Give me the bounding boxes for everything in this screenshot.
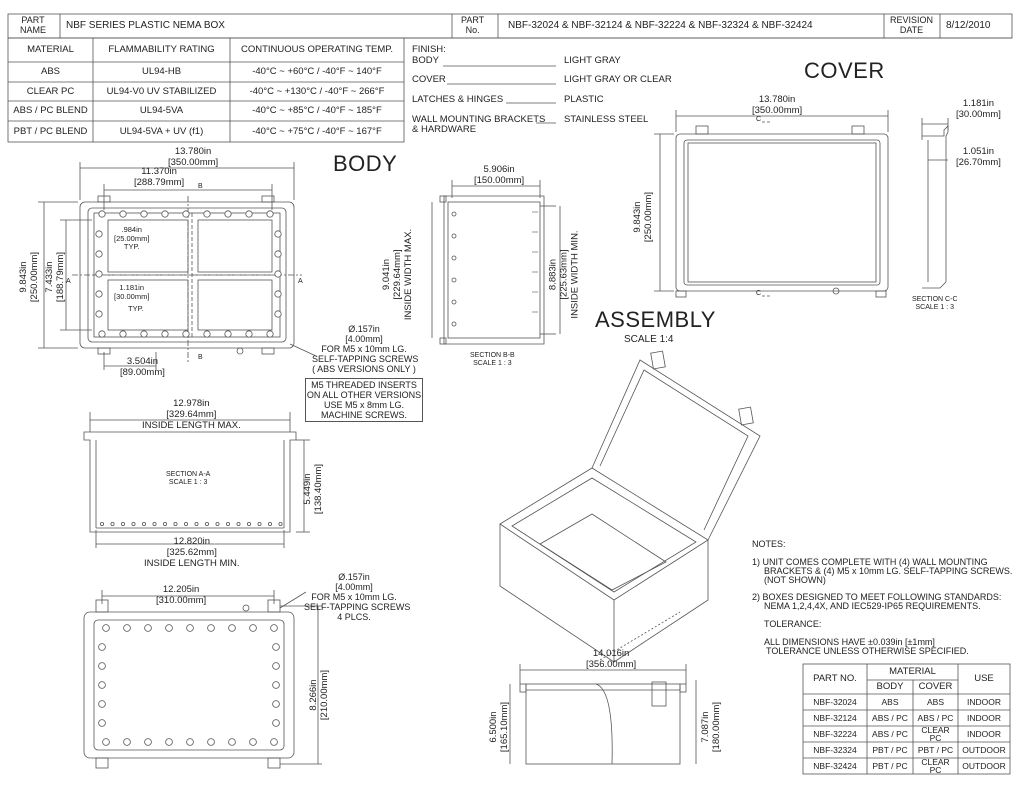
hole-note-2: SELF-TAPPING SCREWS xyxy=(312,354,419,364)
screw-hole xyxy=(99,682,106,689)
section-cc-label xyxy=(912,296,958,312)
dim-mm: [26.70mm] xyxy=(956,157,1001,168)
screw-hole xyxy=(174,522,177,525)
screw-hole xyxy=(208,739,215,746)
finish-label: LATCHES & HINGES xyxy=(412,94,504,105)
screw-hole xyxy=(166,739,173,746)
screw-hole xyxy=(96,311,102,317)
section-a-marker: A xyxy=(66,278,71,285)
screw-hole xyxy=(145,625,152,632)
len-min-dim xyxy=(144,536,240,569)
material-cell: -40°C ~ +85°C / -40°F ~ 185°F xyxy=(252,105,382,117)
screw-hole xyxy=(96,291,102,297)
screw-hole xyxy=(204,211,210,217)
dim-mm: [225.63mm] xyxy=(558,249,570,300)
dim-mm: [188.79mm] xyxy=(55,251,67,303)
insert-note-1: M5 THREADED INSERTS xyxy=(311,380,417,390)
screw-hole xyxy=(267,211,273,217)
screw-hole xyxy=(279,522,282,525)
asm-width-dim xyxy=(586,648,636,670)
parts-cell: ABS / PC xyxy=(872,728,908,739)
dim-in: 9.843in xyxy=(18,261,30,293)
screw-hole xyxy=(273,720,280,727)
dim-in: 7.087in xyxy=(700,711,712,743)
dim-in: 9.041in xyxy=(381,258,393,291)
screw-hole xyxy=(120,211,126,217)
screw-hole xyxy=(124,739,131,746)
insert-note-3: USE M5 x 8mm LG. xyxy=(323,400,404,410)
mount-hole-mm: [4.00mm] xyxy=(335,582,373,592)
dim-mm: [250.00mm] xyxy=(643,191,655,243)
insert-note-4: MACHINE SCREWS. xyxy=(320,410,407,420)
finish-value: LIGHT GRAY xyxy=(564,55,621,66)
material-cell: CLEAR PC xyxy=(26,85,75,97)
tolerance-a: ALL DIMENSIONS HAVE ±0.039in [±1mm] xyxy=(764,637,935,647)
dim-in: 6.500in xyxy=(488,711,500,743)
typ2-dim xyxy=(114,284,149,301)
material-header-2: CONTINUOUS OPERATING TEMP. xyxy=(240,44,394,56)
section-b-marker: B xyxy=(198,183,203,190)
finish-label: BODY xyxy=(412,55,439,66)
screw-hole xyxy=(229,625,236,632)
screw-hole xyxy=(145,739,152,746)
screw-hole xyxy=(183,331,189,337)
revision-label: REVISION DATE xyxy=(890,15,934,35)
screw-hole xyxy=(226,522,229,525)
screw-hole xyxy=(273,663,280,670)
hole-in: Ø.157in xyxy=(348,324,380,334)
material-cell: -40°C ~ +130°C / -40°F ~ 266°F xyxy=(249,85,385,97)
tolerance-title: TOLERANCE: xyxy=(764,619,822,629)
body-width-dim xyxy=(168,146,218,168)
section-bb-scale: SCALE 1 : 3 xyxy=(473,360,512,367)
note-2a: 2) BOXES DESIGNED TO MEET FOLLOWING STANDARDS: xyxy=(752,592,1002,602)
dim-mm: [329.64mm] xyxy=(166,409,217,420)
screw-hole xyxy=(452,322,456,326)
screw-hole xyxy=(258,522,261,525)
material-cell: ABS / PC BLEND xyxy=(13,105,88,117)
assembly-side-outline xyxy=(526,684,680,764)
screw-hole xyxy=(275,291,281,297)
cover-title: COVER xyxy=(804,58,885,83)
dim-mm: [138.40mm] xyxy=(313,463,325,515)
screw-hole xyxy=(183,211,189,217)
screw-hole xyxy=(124,625,131,632)
screw-hole xyxy=(204,331,210,337)
screw-hole xyxy=(99,211,105,217)
asm-h1-dim xyxy=(488,702,510,752)
section-aa-label xyxy=(166,471,210,487)
cover-side2-dim xyxy=(956,146,1001,168)
screw-hole xyxy=(452,212,456,216)
assembly-iso xyxy=(500,351,760,662)
material-cell: UL94-HB xyxy=(141,66,182,78)
screw-hole xyxy=(205,522,208,525)
screw-hole xyxy=(271,739,278,746)
screw-hole xyxy=(100,522,103,525)
side-width-dim xyxy=(474,164,524,186)
screw-hole xyxy=(250,625,257,632)
dim-in: 12.978in xyxy=(173,398,210,409)
parts-cell: INDOOR xyxy=(967,728,1001,739)
screw-hole xyxy=(111,522,114,525)
parts-cell: PBT / PC xyxy=(872,744,908,755)
note-1c: (NOT SHOWN) xyxy=(764,575,826,585)
hole-note-1: FOR M5 x 10mm LG. xyxy=(321,344,407,354)
hole-mm: [4.00mm] xyxy=(345,334,383,344)
dim-in: 8.883in xyxy=(547,258,559,291)
dim-in: 13.780in xyxy=(758,94,796,105)
screw-hole xyxy=(268,522,271,525)
parts-cell: NBF-32224 xyxy=(813,728,857,739)
parts-header-use: USE xyxy=(974,673,994,685)
dim-note: INSIDE WIDTH MAX. xyxy=(403,228,415,321)
screw-hole xyxy=(237,522,240,525)
mount-note-3: 4 PLCS. xyxy=(337,612,371,622)
dim-mm: [350.00mm] xyxy=(752,105,803,116)
dim-in: 14.016in xyxy=(592,648,630,659)
screw-hole xyxy=(195,522,198,525)
dim-mm: [150.00mm] xyxy=(474,175,525,186)
dim-mm: [356.00mm] xyxy=(586,659,637,670)
mount-hole-note xyxy=(304,572,411,622)
screw-hole xyxy=(141,331,147,337)
screw-hole xyxy=(99,720,106,727)
screw-hole xyxy=(103,625,110,632)
finish-extra: & HARDWARE xyxy=(412,124,477,135)
insert-note xyxy=(305,378,423,422)
screw-hole xyxy=(273,701,280,708)
parts-cell: ABS / PC xyxy=(872,712,908,723)
screw-hole xyxy=(99,644,106,651)
mount-hole-in: Ø.157in xyxy=(338,572,370,582)
screw-hole xyxy=(184,522,187,525)
parts-cell: OUTDOOR xyxy=(962,760,1006,771)
parts-header-material: MATERIAL xyxy=(889,666,936,678)
dim-mm: [250.00mm] xyxy=(29,251,41,303)
dim-in: 11.370in xyxy=(141,166,177,177)
screw-hole xyxy=(275,251,281,257)
finish-value: STAINLESS STEEL xyxy=(564,114,649,125)
dim-mm: [30.00mm] xyxy=(114,291,150,301)
screw-hole xyxy=(99,701,106,708)
mount-note-2: SELF-TAPPING SCREWS xyxy=(304,602,411,612)
screw-hole xyxy=(452,278,456,282)
cover-height-dim xyxy=(632,192,654,242)
body-inner-dim xyxy=(134,166,184,188)
mount-note-1: FOR M5 x 10mm LG. xyxy=(311,592,397,602)
screw-hole xyxy=(273,682,280,689)
parts-cell: NBF-32324 xyxy=(813,744,857,755)
screw-hole xyxy=(275,231,281,237)
section-bb-outline xyxy=(444,196,544,344)
screw-hole xyxy=(246,211,252,217)
screw-hole xyxy=(96,271,102,277)
part-no-value: NBF-32024 & NBF-32124 & NBF-32224 & NBF-32324 & NBF-32424 xyxy=(508,20,813,31)
screw-hole xyxy=(162,331,168,337)
parts-cell: NBF-32124 xyxy=(813,712,857,723)
screw-hole xyxy=(121,522,124,525)
dim-in: 12.820in xyxy=(173,536,210,547)
body-bottom-dim xyxy=(120,356,165,378)
material-cell: -40°C ~ +60°C / -40°F ~ 140°F xyxy=(252,66,382,78)
screw-hole xyxy=(225,331,231,337)
section-aa-name: SECTION A-A xyxy=(166,471,211,478)
asm-h2-dim xyxy=(700,702,722,752)
parts-header-body: BODY xyxy=(876,681,904,693)
parts-header-part-no: PART NO. xyxy=(813,673,857,685)
notes-title: NOTES: xyxy=(752,539,786,549)
parts-cell: INDOOR xyxy=(967,696,1001,707)
screw-hole xyxy=(229,739,236,746)
parts-cell: ABS / PC xyxy=(917,712,954,723)
parts-cell: ABS xyxy=(926,696,944,707)
dim-mm: [288.79mm] xyxy=(134,177,185,188)
body-height-dim xyxy=(18,252,40,302)
cover-outline xyxy=(676,134,888,291)
assembly-title: ASSEMBLY xyxy=(595,307,716,332)
cover-side-dim xyxy=(956,98,1001,120)
screw-hole xyxy=(267,331,273,337)
part-no-label: PART No. xyxy=(461,15,485,35)
section-b-marker: B xyxy=(198,354,203,361)
dim-mm: [165.10mm] xyxy=(499,701,511,753)
dim-in: 1.181in xyxy=(962,98,995,109)
mount-width-dim xyxy=(156,584,206,606)
body-inner-h-dim xyxy=(44,252,66,302)
dim-in: 3.504in xyxy=(126,356,159,367)
section-cc-name: SECTION C-C xyxy=(912,296,958,303)
tolerance-b: TOLERANCE UNLESS OTHERWISE SPECIFIED. xyxy=(766,646,969,656)
parts-header-cover: COVER xyxy=(918,681,953,693)
dim-in: 7.433in xyxy=(44,261,56,293)
finish-value: PLASTIC xyxy=(564,94,604,105)
dim-in: 1.181in xyxy=(119,283,145,292)
insert-note-2: ON ALL OTHER VERSIONS xyxy=(306,390,422,400)
dim-mm: [25.00mm] xyxy=(114,233,150,243)
screw-hole xyxy=(273,644,280,651)
section-a-marker: A xyxy=(298,278,303,285)
body-title: BODY xyxy=(333,151,398,176)
parts-cell: PBT / PC xyxy=(917,744,954,755)
screw-hole xyxy=(120,331,126,337)
dim-in: 9.843in xyxy=(632,201,644,233)
section-bb-name: SECTION B-B xyxy=(470,352,515,359)
dim-note: INSIDE WIDTH MIN. xyxy=(569,230,581,319)
section-cc-scale: SCALE 1 : 3 xyxy=(915,304,955,311)
assembly-scale: SCALE 1:4 xyxy=(624,334,674,345)
parts-cell: NBF-32024 xyxy=(813,696,857,707)
dim-in: 1.051in xyxy=(962,146,995,157)
screw-hole xyxy=(96,251,102,257)
screw-hole xyxy=(246,331,252,337)
parts-cell: PBT / PC xyxy=(872,760,908,771)
screw-hole xyxy=(187,625,194,632)
screw-hole xyxy=(96,231,102,237)
screw-hole xyxy=(163,522,166,525)
screw-hole xyxy=(247,522,250,525)
side-h1-dim xyxy=(381,229,414,320)
section-c-marker: C xyxy=(756,116,762,123)
screw-hole xyxy=(141,211,147,217)
parts-cell: CLEAR PC xyxy=(921,724,950,743)
note-1a: 1) UNIT COMES COMPLETE WITH (4) WALL MOUNTING xyxy=(752,557,988,567)
dim-mm: [229.64mm] xyxy=(392,249,404,300)
screw-hole xyxy=(452,256,456,260)
hole-note-3: ( ABS VERSIONS ONLY ) xyxy=(312,364,416,374)
parts-cell: OUTDOOR xyxy=(962,744,1006,755)
screw-hole xyxy=(99,331,105,337)
mount-outline xyxy=(84,612,294,758)
parts-cell: CLEAR PC xyxy=(921,756,950,775)
section-bb-label xyxy=(470,352,515,368)
screw-hole xyxy=(99,663,106,670)
dim-mm: [30.00mm] xyxy=(956,109,1001,120)
material-header-0: MATERIAL xyxy=(27,44,74,56)
dim-in: 5.449in xyxy=(302,473,314,505)
mount-height-dim xyxy=(308,670,330,720)
parts-cell: ABS xyxy=(881,696,899,707)
cover-width-dim xyxy=(752,94,802,116)
dim-in: 8.266in xyxy=(308,679,320,711)
screw-hole xyxy=(250,739,257,746)
typ2-typ: TYP. xyxy=(128,304,144,313)
screw-hole xyxy=(132,522,135,525)
material-cell: UL94-V0 UV STABILIZED xyxy=(106,85,217,97)
screw-hole xyxy=(452,300,456,304)
screw-hole xyxy=(452,234,456,238)
revision-value: 8/12/2010 xyxy=(946,20,991,31)
side-h2-dim xyxy=(548,230,581,318)
dim-mm: [180.00mm] xyxy=(711,701,723,753)
screw-hole xyxy=(153,522,156,525)
part-name-value: NBF SERIES PLASTIC NEMA BOX xyxy=(66,20,225,31)
screw-hole xyxy=(275,271,281,277)
finish-label: COVER xyxy=(412,74,446,85)
parts-cell: NBF-32424 xyxy=(813,760,857,771)
part-name-label: PART NAME xyxy=(20,15,47,35)
dim-in: 13.780in xyxy=(174,146,212,157)
finish-title: FINISH: xyxy=(412,44,446,55)
note-2b: NEMA 1,2,4,4X, AND IEC529-IP65 REQUIREMENTS. xyxy=(764,601,981,611)
dim-mm: [89.00mm] xyxy=(120,367,165,378)
note-1b: BRACKETS & (4) M5 x 10mm LG. SELF-TAPPING SCREWS. xyxy=(764,566,1013,576)
typ-label: TYP. xyxy=(123,242,140,251)
material-cell: PBT / PC BLEND xyxy=(13,125,88,137)
dim-mm: [310.00mm] xyxy=(156,595,207,606)
screw-hole xyxy=(142,522,145,525)
screw-hole xyxy=(275,311,281,317)
dim-in: 5.906in xyxy=(483,164,515,175)
dim-in: .984in xyxy=(121,225,142,234)
len-max-dim xyxy=(142,398,241,431)
section-aa-scale: SCALE 1 : 3 xyxy=(168,479,208,486)
section-c-marker: C xyxy=(756,290,762,297)
typ1-dim xyxy=(114,226,149,252)
screw-hole xyxy=(271,625,278,632)
screw-hole xyxy=(208,625,215,632)
screw-hole xyxy=(187,739,194,746)
screw-hole xyxy=(225,211,231,217)
screw-hole xyxy=(216,522,219,525)
dim-mm: [325.62mm] xyxy=(166,547,217,558)
material-cell: UL94-5VA xyxy=(139,105,184,117)
screw-hole xyxy=(162,211,168,217)
material-header-1: FLAMMABILITY RATING xyxy=(108,44,215,56)
material-cell: ABS xyxy=(40,66,60,78)
screw-hole xyxy=(166,625,173,632)
hole-note xyxy=(312,324,419,374)
finish-label: WALL MOUNTING BRACKETS xyxy=(412,114,546,125)
aa-height-dim xyxy=(302,464,324,514)
dim-note: INSIDE LENGTH MAX. xyxy=(142,420,241,431)
material-cell: -40°C ~ +75°C / -40°F ~ 167°F xyxy=(252,125,382,137)
parts-cell: INDOOR xyxy=(967,712,1001,723)
screw-hole xyxy=(103,739,110,746)
dim-note: INSIDE LENGTH MIN. xyxy=(144,558,240,569)
dim-mm: [210.00mm] xyxy=(319,669,331,721)
dim-mm: [350.00mm] xyxy=(168,157,219,168)
finish-value: LIGHT GRAY OR CLEAR xyxy=(564,74,672,85)
dim-in: 12.205in xyxy=(162,584,200,595)
material-cell: UL94-5VA + UV (f1) xyxy=(119,125,204,137)
